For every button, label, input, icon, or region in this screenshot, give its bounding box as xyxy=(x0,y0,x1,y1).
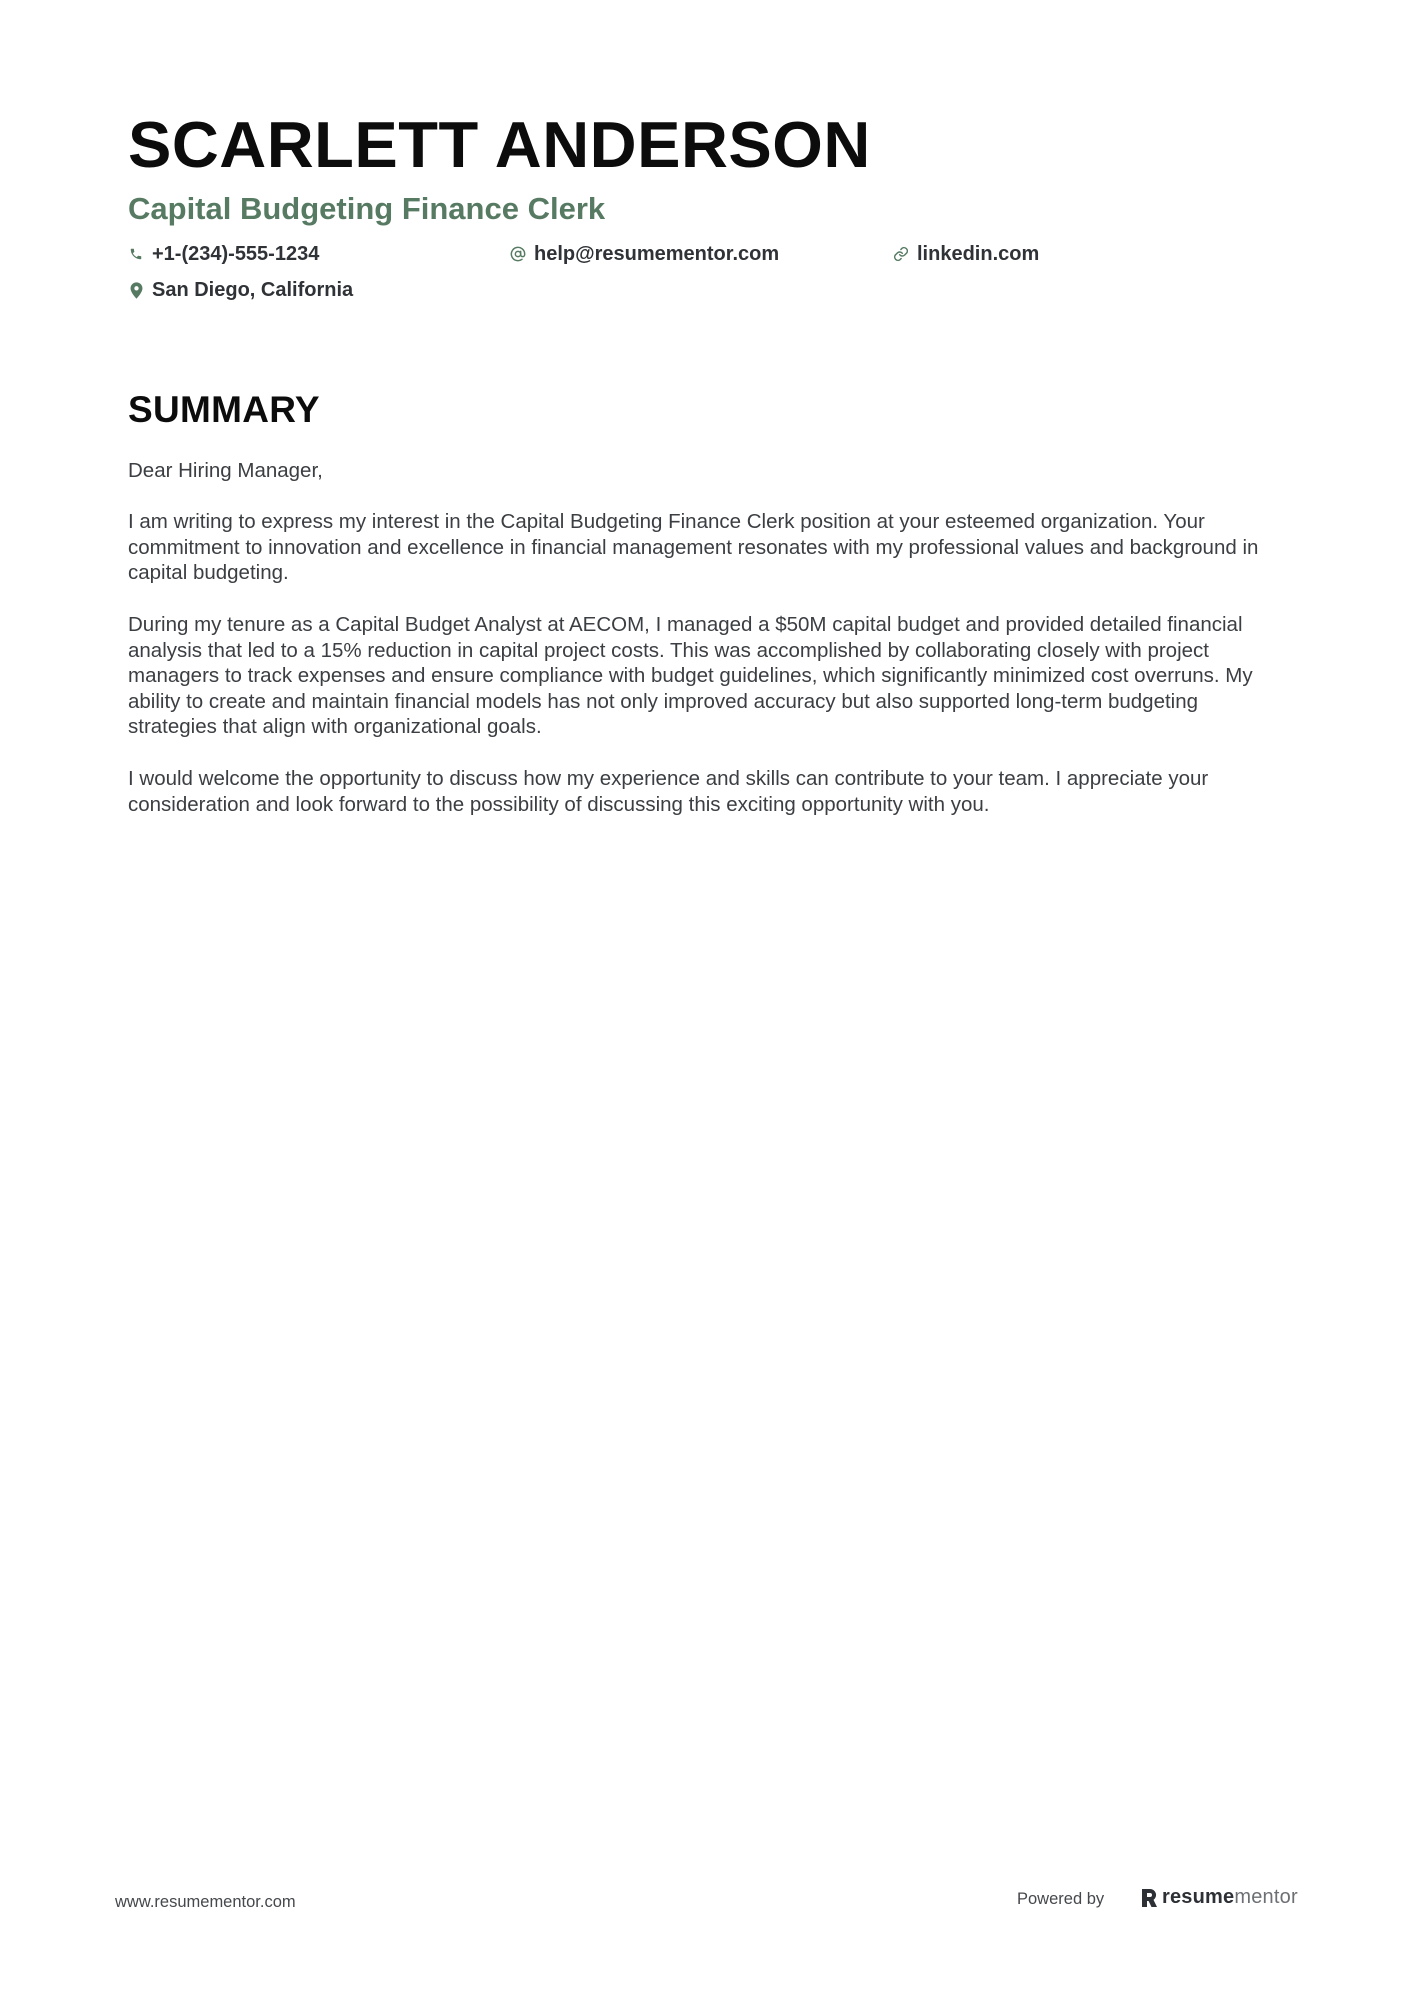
brand-name-light: mentor xyxy=(1234,1886,1298,1908)
resumementor-logo-icon xyxy=(1140,1888,1158,1908)
contact-email[interactable] xyxy=(510,244,779,264)
brand-name xyxy=(1162,1886,1298,1909)
location-text: San Diego, California xyxy=(152,279,354,301)
summary-paragraph: During my tenure as a Capital Budget Analyst at AECOM, I managed a $50M capital budget and provided detailed financial analysis that led to a 15% reduction in capital project costs. This was accomplished by collaborating closely with project managers to track expenses and ensure compliance with budget guidelines, which significantly minimized cost overruns. My ability to create and maintain financial models has not only improved accuracy but also supported long-term budgeting strategies that align with organizational goals. xyxy=(128,613,1253,739)
email-text[interactable]: help@resumementor.com xyxy=(534,243,780,265)
brand-name-bold: resume xyxy=(1162,1886,1235,1908)
brand-logo[interactable] xyxy=(1140,1886,1298,1909)
summary-heading: SUMMARY xyxy=(128,389,320,430)
summary-paragraph: I would welcome the opportunity to discuss how my experience and skills can contribute to your team. I appreciate your consideration and look forward to the possibility of discussing this exciting opportunity with you. xyxy=(128,767,1209,816)
powered-by-label: Powered by xyxy=(1017,1890,1105,1908)
link-text[interactable]: linkedin.com xyxy=(917,243,1040,265)
link-icon xyxy=(893,245,909,263)
phone-text: +1-(234)-555-1234 xyxy=(152,243,320,265)
phone-icon xyxy=(128,245,144,263)
map-pin-icon xyxy=(128,281,144,299)
candidate-name: SCARLETT ANDERSON xyxy=(128,108,871,181)
footer-url[interactable]: www.resumementor.com xyxy=(115,1893,296,1911)
job-title: Capital Budgeting Finance Clerk xyxy=(128,191,606,226)
contact-location xyxy=(128,280,353,300)
contact-phone xyxy=(128,244,319,264)
contact-link[interactable] xyxy=(893,244,1039,264)
at-sign-icon xyxy=(510,245,526,263)
summary-greeting: Dear Hiring Manager, xyxy=(128,459,323,482)
summary-paragraph: I am writing to express my interest in the Capital Budgeting Finance Clerk position at your esteemed organization. Your commitment to innovation and excellence in financial management resonates with my professional values and background in capital budgeting. xyxy=(128,510,1259,585)
